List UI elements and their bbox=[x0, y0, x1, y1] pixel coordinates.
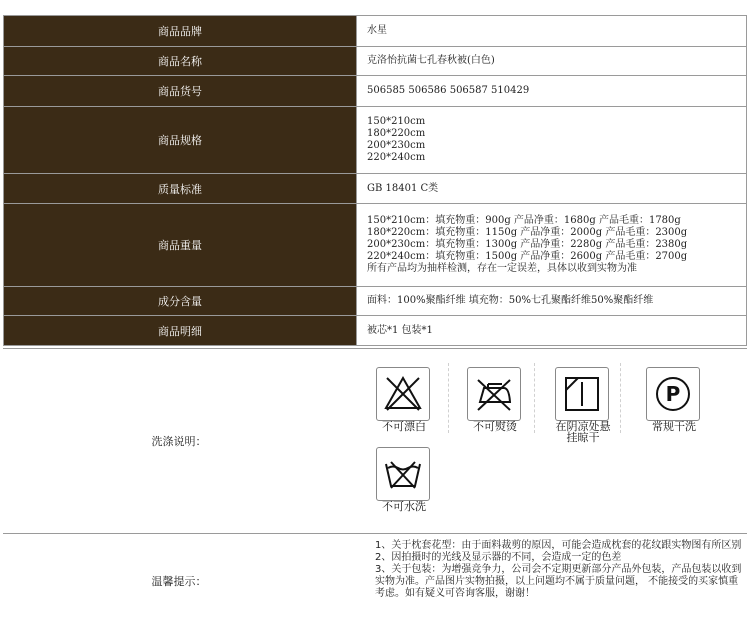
care-symbol bbox=[376, 367, 454, 455]
tips-title: 温馨提示： bbox=[151, 574, 207, 588]
care-symbol bbox=[467, 367, 545, 455]
product-spec-table bbox=[3, 15, 747, 346]
spec-value bbox=[357, 107, 747, 174]
weight-line: 200*230cm：填充物重：1300g 产品净重：2280g 产品毛重：2380g bbox=[367, 239, 688, 250]
weight-line: 150*210cm：填充物重：900g 产品净重：1680g 产品毛重：1780g bbox=[367, 215, 681, 226]
line-dry-shade-icon bbox=[555, 367, 609, 421]
spec-value: 克洛怡抗菌七孔春秋被(白色) bbox=[357, 47, 747, 76]
svg-text:P: P bbox=[665, 382, 681, 406]
tip-item: 2、因拍摄时的光线及显示器的不同，会造成一定的色差 bbox=[375, 552, 622, 563]
spec-label: 成分含量 bbox=[4, 287, 357, 316]
tips-body bbox=[375, 540, 743, 600]
spec-label: 商品货号 bbox=[4, 76, 357, 107]
tip-item: 1、关于枕套花型：由于面料裁剪的原因，可能会造成枕套的花纹跟实物图有所区别 bbox=[375, 540, 742, 551]
care-section bbox=[3, 348, 747, 534]
no-iron-icon bbox=[467, 367, 521, 421]
spec-value bbox=[357, 204, 747, 287]
tips-section bbox=[3, 534, 747, 627]
spec-row-standard bbox=[4, 174, 747, 204]
spec-row-weight bbox=[4, 204, 747, 287]
size-line: 150*210cm bbox=[367, 116, 426, 127]
no-bleach-icon bbox=[376, 367, 430, 421]
spec-value: GB 18401 C类 bbox=[357, 174, 747, 204]
spec-row-composition bbox=[4, 287, 747, 316]
care-title: 洗涤说明： bbox=[151, 435, 207, 448]
spec-row-contents bbox=[4, 316, 747, 346]
size-line: 180*220cm bbox=[367, 128, 426, 139]
size-line: 220*240cm bbox=[367, 152, 426, 163]
dry-clean-p-icon bbox=[646, 367, 700, 421]
weight-line: 220*240cm：填充物重：1500g 产品净重：2600g 产品毛重：2700g bbox=[367, 251, 688, 262]
care-label: 常规干洗 bbox=[652, 420, 696, 433]
care-symbol bbox=[555, 367, 633, 455]
care-symbol bbox=[376, 447, 454, 535]
care-label: 不可漂白 bbox=[382, 420, 426, 433]
spec-value: 506585 506586 506587 510429 bbox=[357, 76, 747, 107]
spec-row-brand bbox=[4, 16, 747, 47]
spec-label: 质量标准 bbox=[4, 174, 357, 204]
spec-label: 商品重量 bbox=[4, 204, 357, 287]
care-symbol bbox=[646, 367, 724, 455]
spec-row-size bbox=[4, 107, 747, 174]
size-line: 200*230cm bbox=[367, 140, 426, 151]
tip-item: 3、关于包装：为增强竞争力，公司会不定期更新部分产品外包装，产品包装以收到实物为准。产品图片实物拍摄，以上问题均不属于质量问题， 不能接受的买家慎重考虑。如有疑义可咨询客服，谢谢！ bbox=[375, 564, 742, 599]
spec-row-sku bbox=[4, 76, 747, 107]
spec-label: 商品名称 bbox=[4, 47, 357, 76]
spec-label: 商品规格 bbox=[4, 107, 357, 174]
spec-value: 水星 bbox=[357, 16, 747, 47]
no-wash-icon bbox=[376, 447, 430, 501]
spec-label: 商品明细 bbox=[4, 316, 357, 346]
weight-line: 所有产品均为抽样检测，存在一定误差，具体以收到实物为准 bbox=[367, 263, 637, 274]
spec-value: 面料：100%聚酯纤维 填充物：50%七孔聚酯纤维50%聚酯纤维 bbox=[357, 287, 747, 316]
spec-row-name bbox=[4, 47, 747, 76]
weight-line: 180*220cm：填充物重：1150g 产品净重：2000g 产品毛重：2300g bbox=[367, 227, 688, 238]
spec-label: 商品品牌 bbox=[4, 16, 357, 47]
care-label: 不可熨烫 bbox=[473, 420, 517, 433]
spec-value: 被芯*1 包装*1 bbox=[357, 316, 747, 346]
care-label: 在阴凉处悬挂晾干 bbox=[555, 420, 611, 444]
care-label: 不可水洗 bbox=[382, 500, 426, 513]
